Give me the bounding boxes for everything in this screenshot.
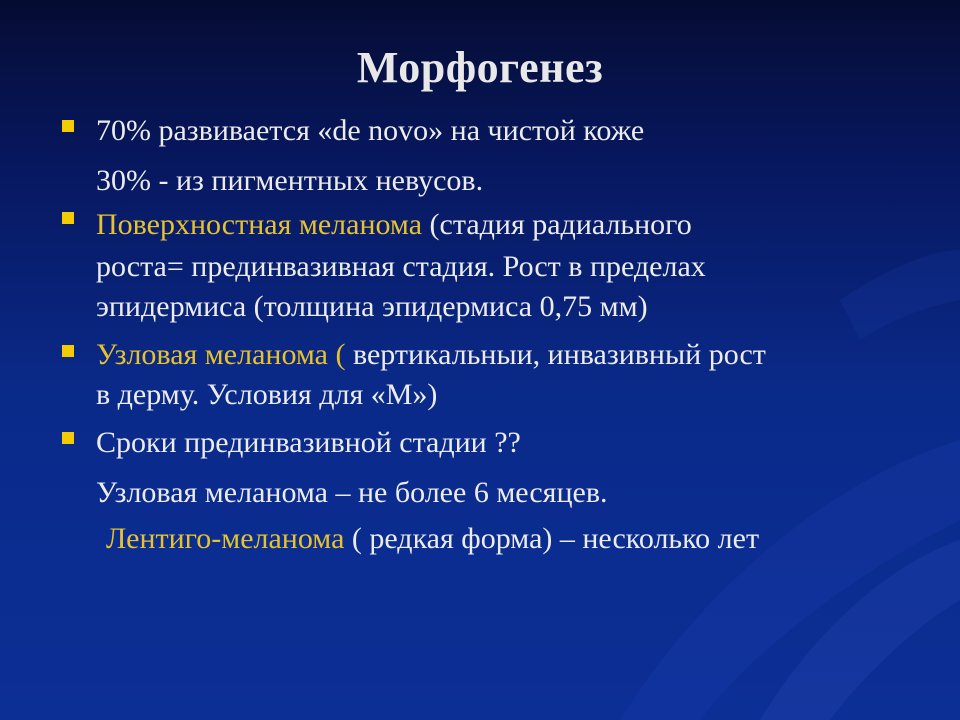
bullet-2-line-1-rest: (стадия радиального [422,208,692,241]
bullet-1-text: 70% развивается «de novo» на чистой коже [96,114,645,147]
bullet-marker-3 [62,345,74,357]
bullet-marker-2 [62,212,74,224]
bullet-4-continuation-1: Узловая меланома – не более 6 месяцев. [96,476,608,509]
bullet-2-line-1 [96,206,692,244]
bullet-marker-1 [62,120,74,132]
bullet-3-line-1-rest: вертикальныи, инвазивный рост [345,338,766,371]
slide-title: Морфогенез [356,43,604,92]
bullet-3-line-1 [96,336,766,374]
bullet-1-continuation: 30% - из пигментных невусов. [96,164,484,197]
bullet-3-line-2: в дерму. Условия для «М») [96,378,438,411]
bullet-4-continuation-2 [106,520,759,558]
bullet-2-line-3: эпидермиса (толщина эпидермиса 0,75 мм) [96,290,648,323]
bullet-4-continuation-2-rest: ( редкая форма) – несколько лет [344,522,760,555]
bullet-3-highlight: Узловая меланома ( [96,338,346,371]
bullet-2-highlight: Поверхностная меланома [96,208,423,241]
bullet-4-text: Сроки прединвазивной стадии ?? [96,426,521,459]
bullet-2-line-2: роста= прединвазивная стадия. Рост в пределах [96,250,706,283]
bullet-marker-4 [62,432,74,444]
bullet-4-continuation-2-highlight: Лентиго-меланома [106,522,345,555]
